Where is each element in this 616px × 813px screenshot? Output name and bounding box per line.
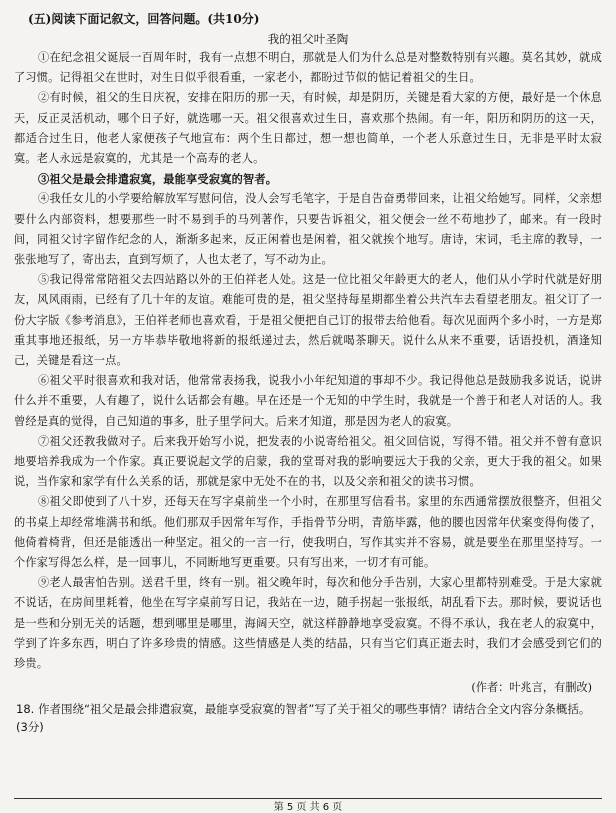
page-number: 第 5 页 共 6 页 [273,802,343,813]
paragraph-8: ⑧祖父即使到了八十岁，还每天在写字桌前坐一个小时，在那里写信看书。家里的东西通常摆放很整齐，但祖父的书桌上却经常堆满书和纸。他们那双手因常年写作，手指骨节分明，青筋毕露，他的腰也因常年伏案变得佝偻了，他倚着椅背，但还是能透出一种坚定。祖父的一言一行，使我明白，写作其实并不容易，就是要坐在那里坚持写。一个作家写得怎么样，是一回事儿，不同断地写更重要。只有写出来，一切才有可能。 [14,495,602,570]
article-title: 我的祖父叶圣陶 [267,32,349,46]
footer-divider [14,798,602,799]
question-18: 18. 作者围绕“祖父是最会排遣寂寞，最能享受寂寞的智者”写了关于祖父的哪些事情？请结合全文内容分条概括。(3分) [16,702,591,735]
paragraph-3: ③祖父是最会排遣寂寞，最能享受寂寞的智者。 [38,172,278,187]
section-header: (五)阅读下面记叙文，回答问题。(共10分) [28,12,260,26]
paragraph-7: ⑦祖父还教我做对子。后来我开始写小说，把发表的小说寄给祖父。祖父回信说，写得不错。祖父并不曾有意识地要培养我成为一个作家。真正要说起文学的启蒙，我的堂哥对我的影响要远大于我的父亲，更大于我的祖父。如果说，当作家和家学有什么关系的话，那就是家中无处不在的书，以及父亲和祖父的读书习惯。 [14,434,602,489]
author-credit: (作者：叶兆言，有删改) [471,681,592,695]
paragraph-9: ⑨老人最害怕告别。送君千里，终有一别。祖父晚年时，每次和他分手告别，大家心里都特别难受。于是大家就不说话，在房间里耗着，他坐在写字桌前写日记，我站在一边，随手拐起一张报纸，胡乱看下去。那时候，要说话也是一些和分别无关的话题，想到哪里是哪里，海阔天空，就这样静静地享受寂寞。不得不承认，我在老人的寂寞中，学到了许多东西，明白了许多珍贵的情感。这些情感是人类的结晶，只有当它们真正逝去时，我们才会感受到它们的珍贵。 [14,576,602,671]
paragraph-1: ①在纪念祖父诞辰一百周年时，我有一点想不明白，那就是人们为什么总是对整数特别有兴趣。莫名其妙，就成了习惯。记得祖父在世时，对生日似乎很看重，一家老小，都盼过节似的惦记着祖父的生日。 [14,51,602,85]
paragraph-5: ⑤我记得常常陪祖父去四站路以外的王伯祥老人处。这是一位比祖父年龄更大的老人，他们从小学时代就是好朋友，风风雨雨，已经有了几十年的友谊。难能可贵的是，祖父坚持每星期都坐着公共汽车去看望老朋友。祖父订了一份大字版《参考消息》，王伯祥老师也喜欢看，于是祖父便把自己订的报带去给他看。每次见面两个多小时，一方是郑重其事地还报纸，另一方毕恭毕敬地将新的报纸递过去，然后就喝茶聊天。说什么从来不重要，话语投机，酒逢知己，关键是看这一点。 [14,273,602,368]
article-body [14,48,602,674]
paragraph-6: ⑥祖父平时很喜欢和我对话，他常常表扬我，说我小小年纪知道的事却不少。我记得他总是鼓励我多说话，说讲什么并不重要，人有趣了，说什么话都会有趣。早在还是一个无知的中学生时，我就是一个善于和老人对话的人。我曾经是真的觉得，自己知道的事多，肚子里学问大。后来才知道，那是因为老人的寂寞。 [14,374,602,428]
paragraph-2: ②有时候，祖父的生日庆祝，安排在阳历的那一天，有时候，却是阴历，关键是看大家的方便，最好是一个休息天，反正灵活机动，哪个日子好，就选哪一天。祖父很喜欢过生日，喜欢那个热闹。有一年，阳历和阴历的这一天，都适合过生日，他老人家便孩子气地宣布：两个生日都过，想一想也简单，一个老人乐意过生日，无非是平时太寂寞。老人永远是寂寞的，尤其是一个高寿的老人。 [14,91,602,166]
paragraph-4: ④我任女儿的小学要给解放军写慰问信，没人会写毛笔字，于是自告奋勇带回来，让祖父给她写。同样，父亲想要什么内部资料，想要那些一时不易到手的马列著作，只要告诉祖父，祖父便会一丝不苟地抄了，邮来。有一段时间，同祖父讨字留作纪念的人，渐渐多起来，反正闲着也是闲着，祖父就挨个地写。唐诗，宋词，毛主席的教导，一张张地写了，寄出去，直到写烦了，人也太老了，写不动为止。 [14,192,602,267]
